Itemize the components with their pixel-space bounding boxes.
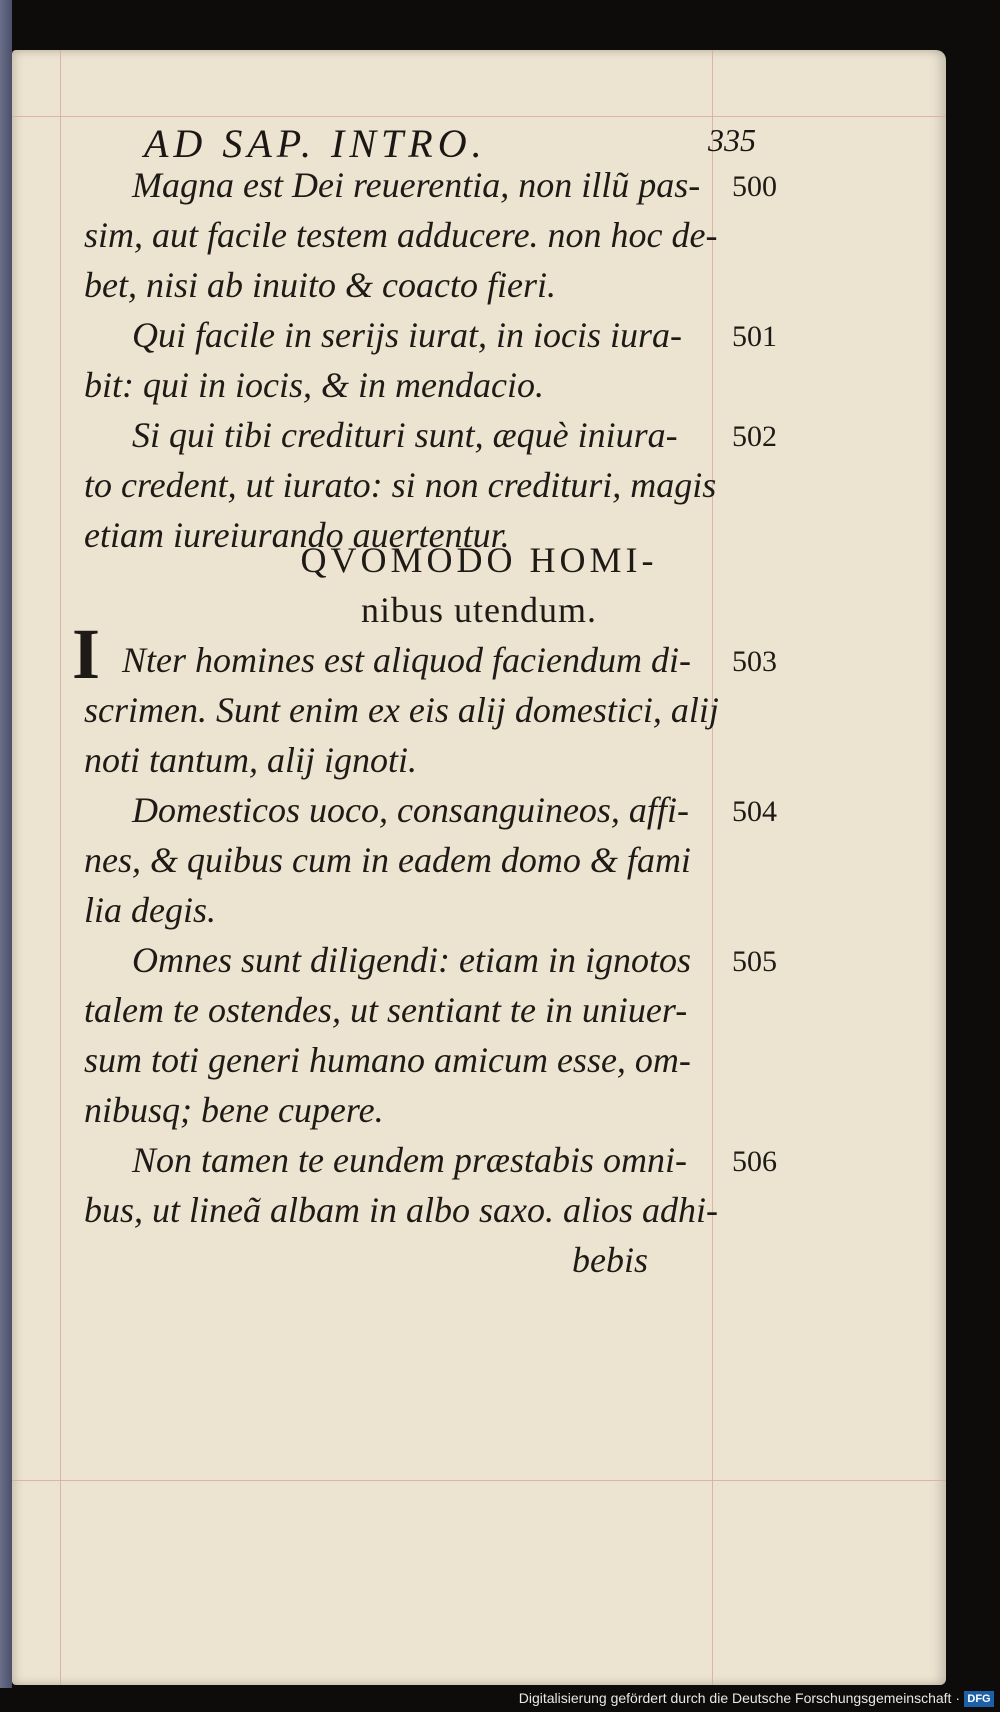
page-header	[144, 120, 764, 164]
text-line: etiam iureiurando auertentur.	[84, 515, 510, 555]
text-line: noti tantum, alij ignoti.	[84, 740, 418, 780]
book-page	[12, 50, 946, 1685]
running-title: AD SAP. INTRO.	[144, 121, 487, 166]
margin-number: 506	[732, 1145, 777, 1178]
text-line: Omnes sunt diligendi: etiam in ignotos	[132, 940, 691, 980]
text-line: Qui facile in serijs iurat, in iocis iura-	[132, 315, 682, 355]
text-line: sum toti generi humano amicum esse, om-	[84, 1040, 691, 1080]
margin-number: 502	[732, 420, 777, 453]
text-line: bet, nisi ab inuito & coacto fieri.	[84, 265, 556, 305]
text-line: to credent, ut iurato: si non credituri, magis	[84, 465, 717, 505]
text-line: Nter homines est aliquod faciendum di-	[122, 640, 691, 680]
text-line: nibusq; bene cupere.	[84, 1090, 384, 1130]
drop-capital: I	[72, 614, 101, 694]
page-number: 335	[708, 122, 756, 158]
text-line: sim, aut facile testem adducere. non hoc de-	[84, 215, 718, 255]
margin-number: 505	[732, 945, 777, 978]
section-heading: QVOMODO HOMI-	[300, 540, 658, 580]
catchword: bebis	[572, 1240, 648, 1280]
text-line: bus, ut lineã albam in albo saxo. alios adhi-	[84, 1190, 718, 1230]
text-line: nes, & quibus cum in eadem domo & fami	[84, 840, 691, 880]
text-line: Non tamen te eundem præstabis omni-	[132, 1140, 687, 1180]
section-heading-cont: nibus utendum.	[361, 590, 597, 630]
ruled-line	[12, 1480, 946, 1481]
text-line: bit: qui in iocis, & in mendacio.	[84, 365, 544, 405]
text-line: scrimen. Sunt enim ex eis alij domestici, alij	[84, 690, 719, 730]
text-line: Si qui tibi credituri sunt, æquè iniura-	[132, 415, 678, 455]
text-line: lia degis.	[84, 890, 216, 930]
margin-number: 503	[732, 645, 777, 678]
text-line: Domesticos uoco, consanguineos, affi-	[132, 790, 689, 830]
dfg-logo-icon: DFG	[964, 1691, 994, 1707]
text-line: talem te ostendes, ut sentiant te in uniuer-	[84, 990, 688, 1030]
margin-number: 500	[732, 170, 777, 203]
funding-credit: Digitalisierung gefördert durch die Deutsche Forschungsgemeinschaft ·	[518, 1690, 960, 1706]
text-line: Magna est Dei reuerentia, non illũ pas-	[132, 165, 701, 205]
ruled-line	[12, 116, 946, 117]
margin-number: 504	[732, 795, 777, 828]
book-spine	[0, 0, 12, 1712]
ruled-margin	[60, 50, 61, 1685]
margin-number: 501	[732, 320, 777, 353]
footer-bar	[0, 1688, 1000, 1712]
